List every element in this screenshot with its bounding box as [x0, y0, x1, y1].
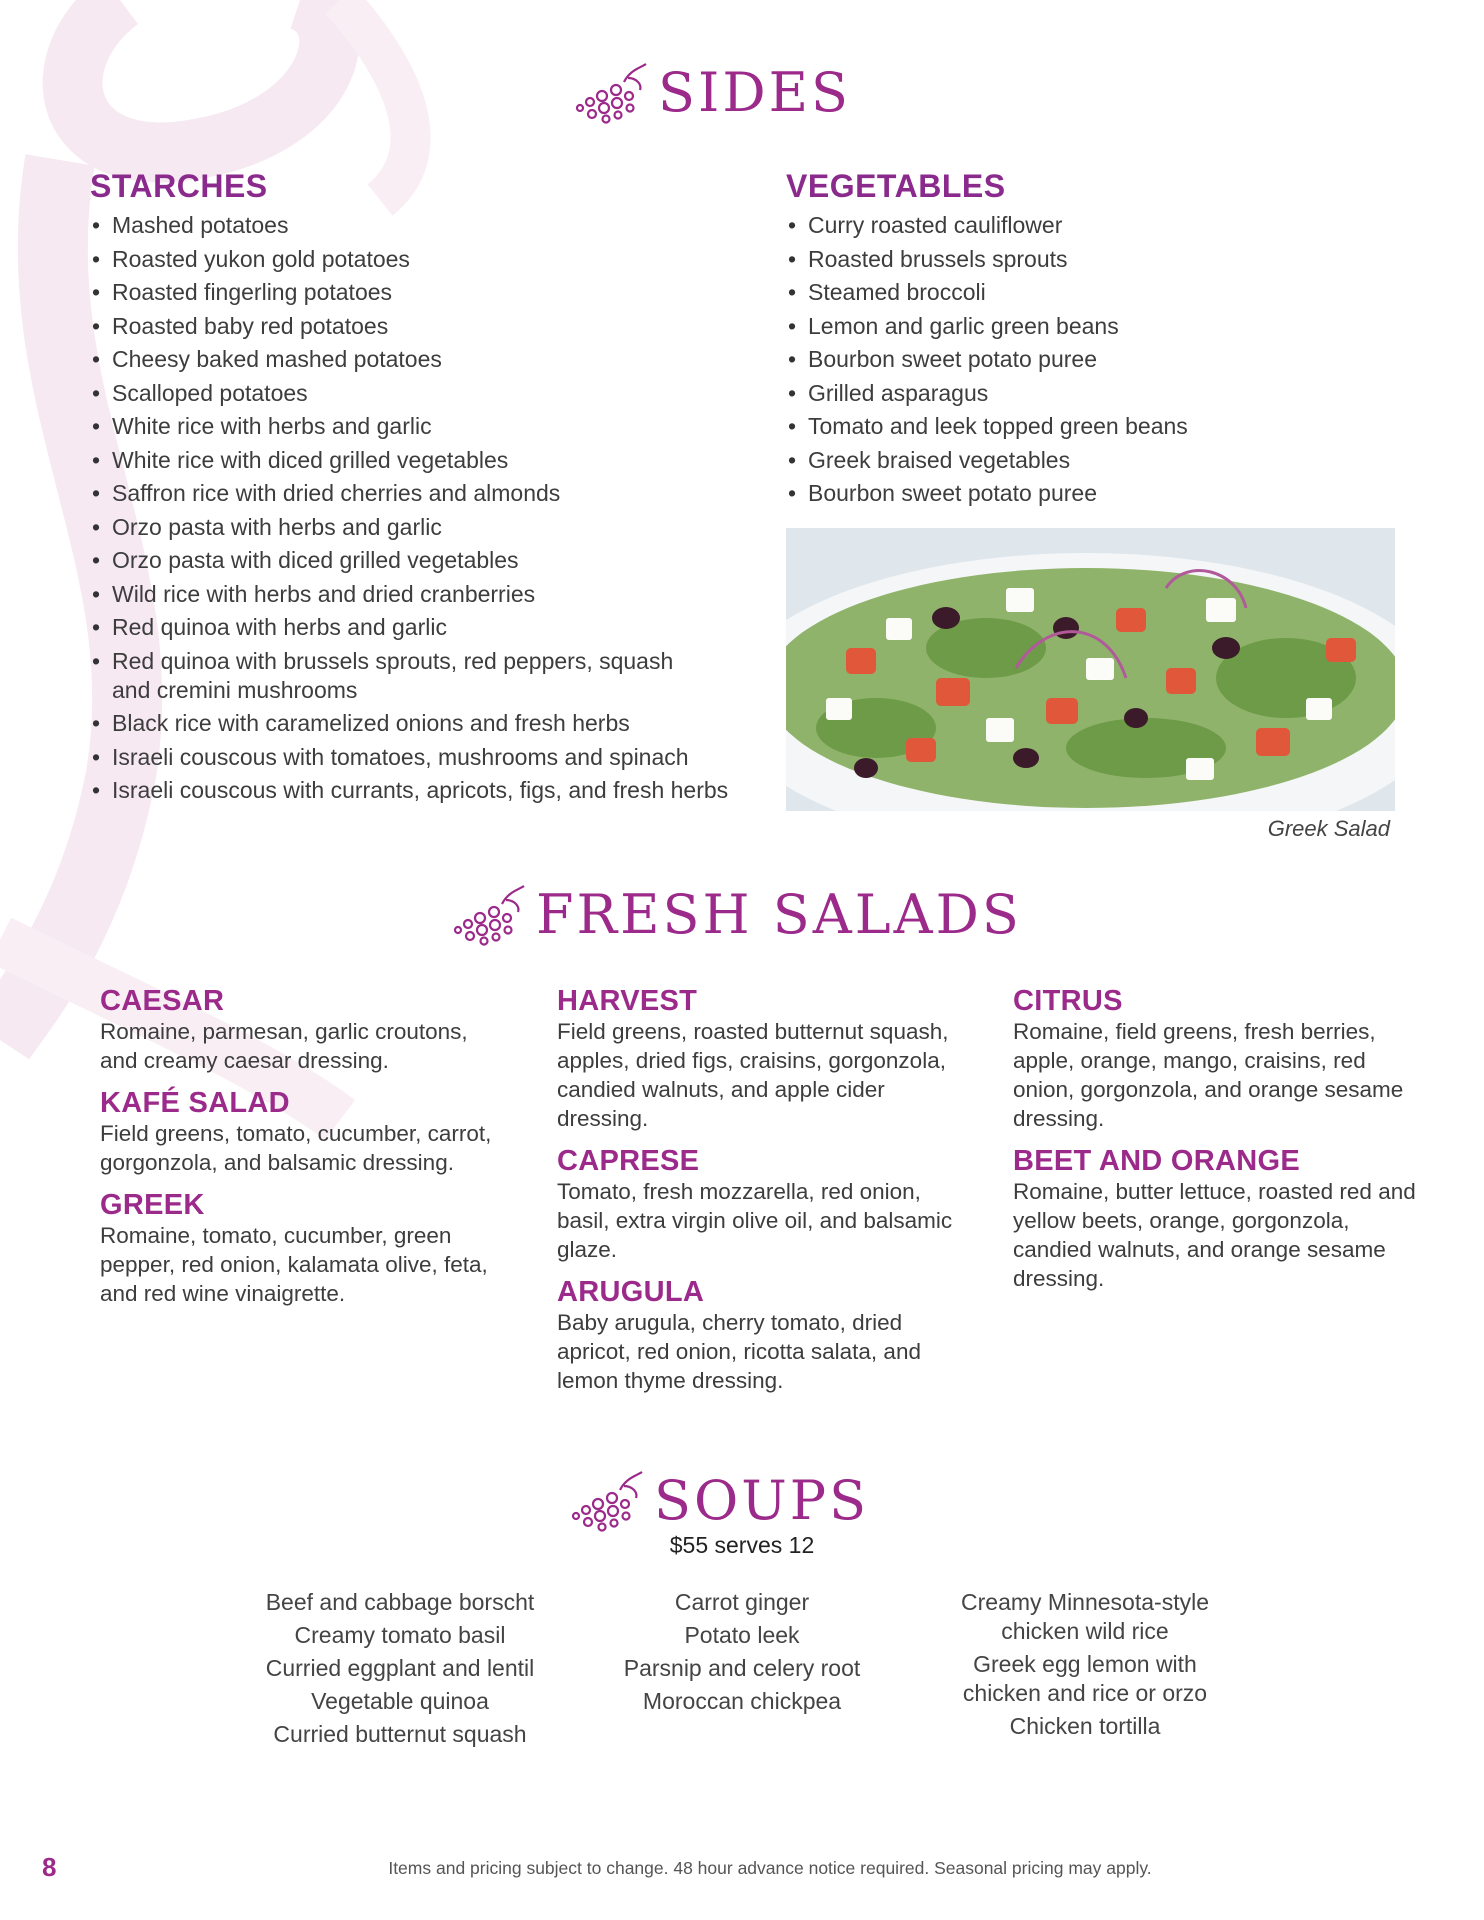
- salad-column-2: [557, 985, 967, 1407]
- list-item: • Grilled asparagus: [786, 379, 1406, 408]
- salad-name: CAESAR: [100, 985, 225, 1017]
- salad-description: Romaine, field greens, fresh berries, apple, orange, mango, craisins, red onion, gorgonzola, and orange sesame dressing.: [1013, 1019, 1404, 1131]
- list-item: • Israeli couscous with tomatoes, mushrooms and spinach: [90, 743, 730, 772]
- soup-column-1: [230, 1588, 570, 1753]
- salad-description: Tomato, fresh mozzarella, red onion, basil, extra virgin olive oil, and balsamic glaze.: [557, 1179, 953, 1262]
- list-item: • Curry roasted cauliflower: [786, 211, 1406, 240]
- photo-caption: Greek Salad: [1267, 816, 1390, 841]
- salad-description: Field greens, tomato, cucumber, carrot, gorgonzola, and balsamic dressing.: [100, 1121, 492, 1175]
- list-item: • Tomato and leek topped green beans: [786, 412, 1406, 441]
- soup-item: Carrot ginger: [674, 1589, 810, 1615]
- salad-name: HARVEST: [557, 985, 698, 1017]
- vegetables-column: [786, 168, 1406, 513]
- list-item: • Cheesy baked mashed potatoes: [90, 345, 730, 374]
- starches-column: [90, 168, 730, 810]
- page-number: 8: [42, 1852, 57, 1882]
- soup-item: Beef and cabbage borscht: [265, 1589, 535, 1615]
- salad-column-3: [1013, 985, 1423, 1305]
- list-item: • White rice with diced grilled vegetables: [90, 446, 730, 475]
- starches-list: [90, 211, 730, 805]
- grapes-icon: [570, 60, 652, 124]
- list-item: • Scalloped potatoes: [90, 379, 730, 408]
- salad-name: ARUGULA: [557, 1276, 705, 1308]
- list-item: • Roasted brussels sprouts: [786, 245, 1406, 274]
- list-item: • Israeli couscous with currants, apricots, figs, and fresh herbs: [90, 776, 730, 805]
- list-item: • Bourbon sweet potato puree: [786, 345, 1406, 374]
- soup-item: Curried butternut squash: [273, 1721, 527, 1747]
- list-item: • Saffron rice with dried cherries and almonds: [90, 479, 730, 508]
- salad-description: Romaine, butter lettuce, roasted red and yellow beets, orange, gorgonzola, candied walnuts, and orange sesame dressing.: [1013, 1179, 1416, 1291]
- salad-description: Romaine, tomato, cucumber, green pepper, red onion, kalamata olive, feta, and red wine vinaigrette.: [100, 1223, 488, 1306]
- list-item: • Mashed potatoes: [90, 211, 730, 240]
- salad-description: Romaine, parmesan, garlic croutons, and creamy caesar dressing.: [100, 1019, 468, 1073]
- soup-item: Creamy tomato basil: [294, 1622, 506, 1648]
- soup-item: Parsnip and celery root: [623, 1655, 861, 1681]
- grapes-icon: [566, 1468, 648, 1532]
- salad-name: KAFÉ SALAD: [100, 1087, 290, 1119]
- vegetables-list: [786, 211, 1406, 508]
- greek-salad-photo: [786, 528, 1395, 811]
- list-item: • Orzo pasta with diced grilled vegetables: [90, 546, 730, 575]
- list-item: • Steamed broccoli: [786, 278, 1406, 307]
- list-item: • Black rice with caramelized onions and fresh herbs: [90, 709, 730, 738]
- soups-section-title: [566, 1468, 869, 1532]
- list-item: • Orzo pasta with herbs and garlic: [90, 513, 730, 542]
- list-item: • Red quinoa with brussels sprouts, red peppers, squash and cremini mushrooms: [90, 647, 712, 705]
- list-item: • Bourbon sweet potato puree: [786, 479, 1406, 508]
- salads-section-title: [448, 882, 1022, 946]
- list-item: • Roasted yukon gold potatoes: [90, 245, 730, 274]
- soup-item: Chicken tortilla: [1009, 1713, 1161, 1739]
- salad-description: Baby arugula, cherry tomato, dried apricot, red onion, ricotta salata, and lemon thyme dressing.: [557, 1310, 921, 1393]
- soup-item: Potato leek: [684, 1622, 800, 1648]
- salad-name: BEET AND ORANGE: [1013, 1145, 1300, 1177]
- salad-name: CAPRESE: [557, 1145, 700, 1177]
- vegetables-heading: VEGETABLES: [786, 168, 1006, 204]
- soup-item: Moroccan chickpea: [642, 1688, 842, 1714]
- soup-price: $55 serves 12: [669, 1532, 815, 1558]
- soup-item: Greek egg lemon with chicken and rice or orzo: [962, 1651, 1208, 1706]
- soup-item: Creamy Minnesota-style chicken wild rice: [961, 1589, 1209, 1644]
- list-item: • Wild rice with herbs and dried cranberries: [90, 580, 730, 609]
- salad-name: GREEK: [100, 1189, 205, 1221]
- salad-name: CITRUS: [1013, 985, 1123, 1017]
- soup-item: Curried eggplant and lentil: [265, 1655, 535, 1681]
- soup-item: Vegetable quinoa: [311, 1688, 489, 1714]
- starches-heading: STARCHES: [90, 168, 268, 204]
- grapes-icon: [448, 882, 530, 946]
- list-item: • Roasted fingerling potatoes: [90, 278, 730, 307]
- salad-column-1: [100, 985, 510, 1320]
- soup-column-3: [925, 1588, 1245, 1745]
- salads-title-text: FRESH SALADS: [536, 882, 1022, 946]
- soups-title-text: SOUPS: [654, 1468, 870, 1532]
- footer-note: Items and pricing subject to change. 48 hour advance notice required. Seasonal pricing may apply.: [388, 1858, 1152, 1878]
- sides-title-text: SIDES: [658, 60, 852, 124]
- list-item: • Red quinoa with herbs and garlic: [90, 613, 730, 642]
- list-item: • Lemon and garlic green beans: [786, 312, 1406, 341]
- sides-section-title: [570, 60, 851, 124]
- salad-description: Field greens, roasted butternut squash, apples, dried figs, craisins, gorgonzola, candied walnuts, and apple cider dressing.: [557, 1019, 949, 1131]
- list-item: • White rice with herbs and garlic: [90, 412, 730, 441]
- soup-column-2: [590, 1588, 894, 1720]
- list-item: • Roasted baby red potatoes: [90, 312, 730, 341]
- list-item: • Greek braised vegetables: [786, 446, 1406, 475]
